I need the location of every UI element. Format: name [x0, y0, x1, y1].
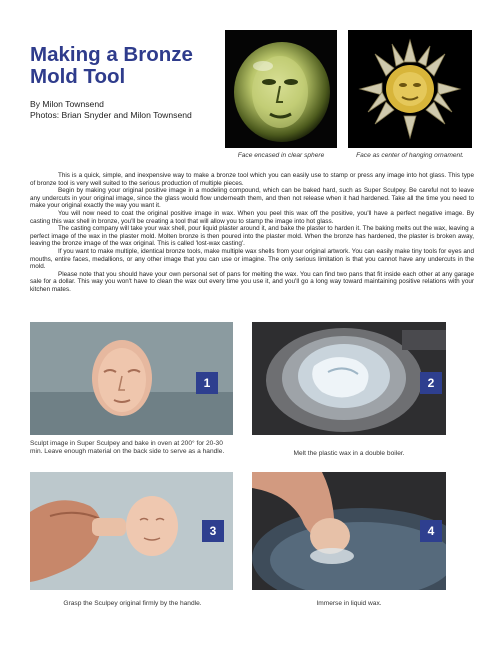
photo-step-1 [30, 322, 233, 435]
title-line-2: Mold Tool [30, 65, 126, 88]
step-4-badge: 4 [420, 520, 442, 542]
photo-step-3 [30, 472, 233, 590]
body-paragraph: Begin by making your original positive image in a modeling compound, which can be baked hard, such as Super Sculpey. Be careful not to leave any undercuts in your original image, since the glass would flow underneath them, and then not release when it had hardened. Take all the time you need to make your original exactly the way you want it. [30, 187, 474, 210]
photo-step-2 [252, 322, 446, 435]
caption-glass-face-sphere: Face encased in clear sphere [237, 152, 325, 159]
article-title [30, 44, 220, 88]
byline-photos: Photos: Brian Snyder and Milon Townsend [30, 110, 192, 120]
article-body [30, 172, 474, 294]
step-1-badge: 1 [196, 372, 218, 394]
caption-step-1: Sculpt image in Super Sculpey and bake in oven at 200° for 20-30 min. Leave enough material on the back side to serve as a handle. [30, 440, 225, 455]
glass-face-sphere-icon [225, 30, 337, 148]
sun-face-ornament-icon [348, 30, 472, 148]
photo-sun-face-ornament [348, 30, 472, 148]
body-paragraph: This is a quick, simple, and inexpensive way to make a bronze tool which you can easily use to stamp or press any image into hot glass. This type of bronze tool is very well suited to the serious production of multiple pieces. [30, 172, 474, 187]
byline [30, 99, 225, 121]
byline-author: By Milon Townsend [30, 99, 104, 109]
double-boiler-icon [252, 322, 446, 435]
photo-glass-face-sphere [225, 30, 337, 148]
caption-step-3: Grasp the Sculpey original firmly by the handle. [63, 600, 202, 607]
body-paragraph: You will now need to coat the original positive image in wax. When you peel this wax off the positive, you'll have a perfect negative image. By casting this wax shell in bronze, you'll be creating a tool that will allow you to stamp the image into hot glass. [30, 209, 474, 225]
step-2-badge: 2 [420, 372, 442, 394]
body-paragraph: If you want to make multiple, identical bronze tools, make multiple wax shells from your original artwork. You can easily make tiny tools for eyes and mouths, entire faces, medallions, or any other image that you can use or imagine. The only serious limitation is that you cannot have any undercuts in the mold. [30, 247, 474, 271]
body-paragraph: The casting company will take your wax shell, pour liquid plaster around it, and bake the plaster to harden it. The baking melts out the wax, leaving a perfect image of the wax in the plaster mold. Molten bronze is then poured into the plaster mold. When the bronze has hardened, the plaster is broken away, leaving the bronze image of the wax original. This is called 'lost-wax casting'. [30, 225, 474, 248]
caption-sun-face-ornament: Face as center of hanging ornament. [356, 152, 464, 159]
body-paragraph: Please note that you should have your own personal set of pans for melting the wax. You can find two pans that fit inside each other at any garage sale for a dollar. This way you won't have to clean the wax out every time you use it, and you'll go a long way toward maintaining positive relations with your kitchen mates. [30, 270, 474, 293]
immerse-in-wax-icon [252, 472, 446, 590]
photo-step-4 [252, 472, 446, 590]
title-line-1: Making a Bronze [30, 43, 193, 66]
step-3-badge: 3 [202, 520, 224, 542]
caption-step-2: Melt the plastic wax in a double boiler. [293, 450, 405, 457]
caption-step-4: Immerse in liquid wax. [316, 600, 382, 607]
